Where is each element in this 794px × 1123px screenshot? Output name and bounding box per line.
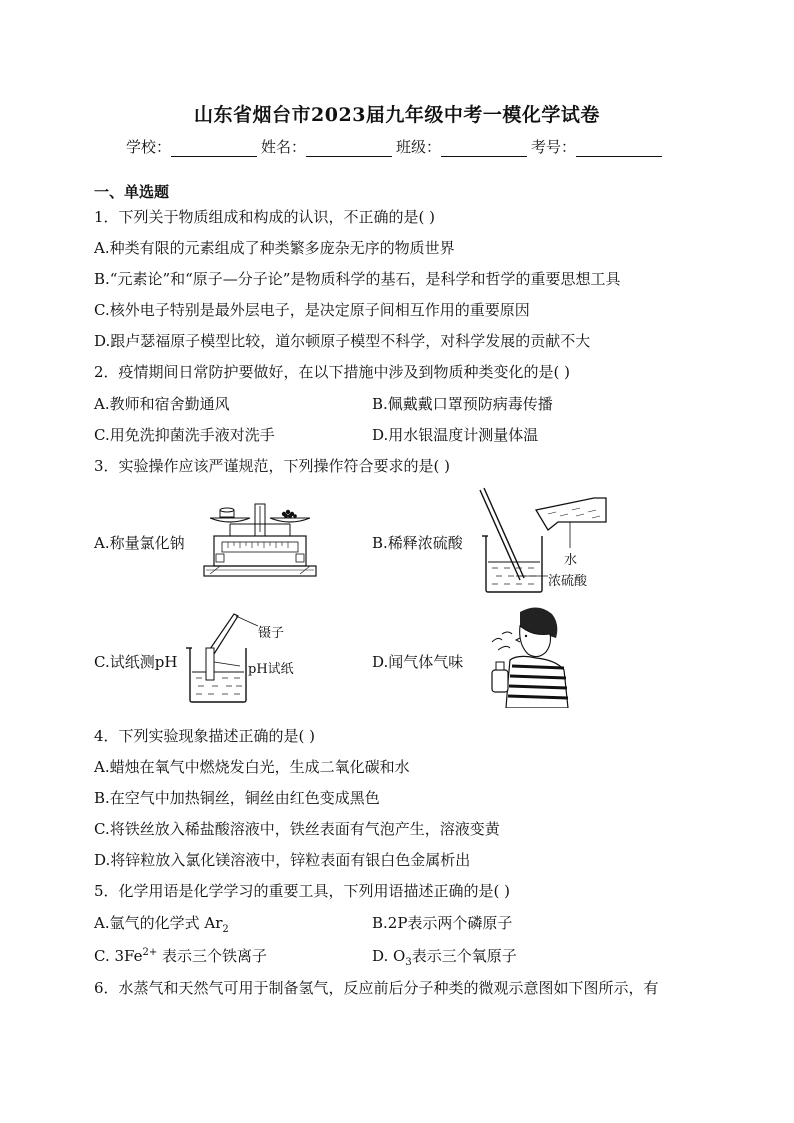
q1-option-c: C.核外电子特别是最外层电子，是决定原子间相互作用的重要原因 bbox=[94, 301, 530, 319]
q4-option-b: B.在空气中加热铜丝，铜丝由红色变成黑色 bbox=[94, 789, 380, 807]
q4-stem: 4．下列实验现象描述正确的是( ) bbox=[94, 727, 316, 745]
tweezers-label: 镊子 bbox=[258, 626, 285, 641]
q2-option-a: A.教师和宿舍勤通风 bbox=[94, 395, 230, 413]
q2-option-c: C.用免洗抑菌洗手液对洗手 bbox=[94, 426, 275, 444]
q5-option-b: B.2P表示两个磷原子 bbox=[372, 914, 513, 932]
dilution-water-label: 水 bbox=[564, 553, 578, 568]
q1-option-b: B.“元素论”和“原子—分子论”是物质科学的基石，是科学和哲学的重要思想工具 bbox=[94, 270, 621, 288]
q5-option-a bbox=[94, 912, 229, 935]
q5-option-d-text: D. O bbox=[372, 947, 406, 965]
student-info-row bbox=[126, 136, 666, 157]
q1-option-d: D.跟卢瑟福原子模型比较，道尔顿原子模型不科学，对科学发展的贡献不大 bbox=[94, 332, 591, 350]
q5-option-c-text: C. 3Fe bbox=[94, 947, 143, 965]
smelling-gas-figure bbox=[480, 604, 570, 708]
q5-option-d-tail: 表示三个氧原子 bbox=[411, 947, 517, 965]
q4-option-d: D.将锌粒放入氯化镁溶液中，锌粒表面有银白色金属析出 bbox=[94, 851, 471, 869]
q5-option-a-subscript: 2 bbox=[222, 924, 229, 935]
q6-stem: 6．水蒸气和天然气可用于制备氢气，反应前后分子种类的微观示意图如下图所示，有 bbox=[94, 979, 659, 997]
q4-option-c: C.将铁丝放入稀盐酸溶液中，铁丝表面有气泡产生，溶液变黄 bbox=[94, 820, 500, 838]
school-label: 学校： bbox=[126, 138, 172, 156]
q3-option-a: A.称量氯化钠 bbox=[94, 534, 185, 552]
q5-stem: 5．化学用语是化学学习的重要工具，下列用语描述正确的是( ) bbox=[94, 882, 511, 900]
q5-option-c bbox=[94, 945, 267, 966]
q2-option-b: B.佩戴戴口罩预防病毒传播 bbox=[372, 395, 553, 413]
q5-option-d bbox=[372, 945, 517, 968]
name-label: 姓名： bbox=[261, 138, 307, 156]
exam-number-label: 考号： bbox=[531, 138, 577, 156]
class-blank[interactable] bbox=[441, 140, 527, 157]
q1-stem: 1．下列关于物质组成和构成的认识，不正确的是( ) bbox=[94, 208, 436, 226]
q5-option-d-subscript: 3 bbox=[405, 957, 412, 968]
school-blank[interactable] bbox=[171, 140, 257, 157]
exam-number-blank[interactable] bbox=[576, 140, 662, 157]
q4-option-a: A.蜡烛在氧气中燃烧发白光，生成二氧化碳和水 bbox=[94, 758, 410, 776]
q3-stem: 3．实验操作应该严谨规范，下列操作符合要求的是( ) bbox=[94, 457, 451, 475]
q5-option-a-text: A.氩气的化学式 Ar bbox=[94, 914, 223, 932]
balance-scale-figure bbox=[200, 496, 320, 580]
q5-option-c-tail: 表示三个铁离子 bbox=[157, 947, 268, 965]
q5-option-c-superscript: 2+ bbox=[142, 947, 158, 958]
section-title: 一、单选题 bbox=[94, 183, 170, 201]
ph-paper-label: pH试纸 bbox=[248, 662, 294, 677]
q2-option-d: D.用水银温度计测量体温 bbox=[372, 426, 539, 444]
name-blank[interactable] bbox=[306, 140, 392, 157]
class-label: 班级： bbox=[396, 138, 442, 156]
q3-option-d: D.闻气体气味 bbox=[372, 653, 464, 671]
q3-option-b: B.稀释浓硫酸 bbox=[372, 534, 463, 552]
q3-option-c: C.试纸测pH bbox=[94, 653, 178, 671]
q2-stem: 2．疫情期间日常防护要做好，在以下措施中涉及到物质种类变化的是( ) bbox=[94, 363, 571, 381]
exam-title: 山东省烟台市2023届九年级中考一模化学试卷 bbox=[194, 104, 600, 126]
dilution-acid-label: 浓硫酸 bbox=[548, 574, 588, 589]
dilution-figure bbox=[476, 486, 616, 596]
q1-option-a: A.种类有限的元素组成了种类繁多庞杂无序的物质世界 bbox=[94, 239, 455, 257]
